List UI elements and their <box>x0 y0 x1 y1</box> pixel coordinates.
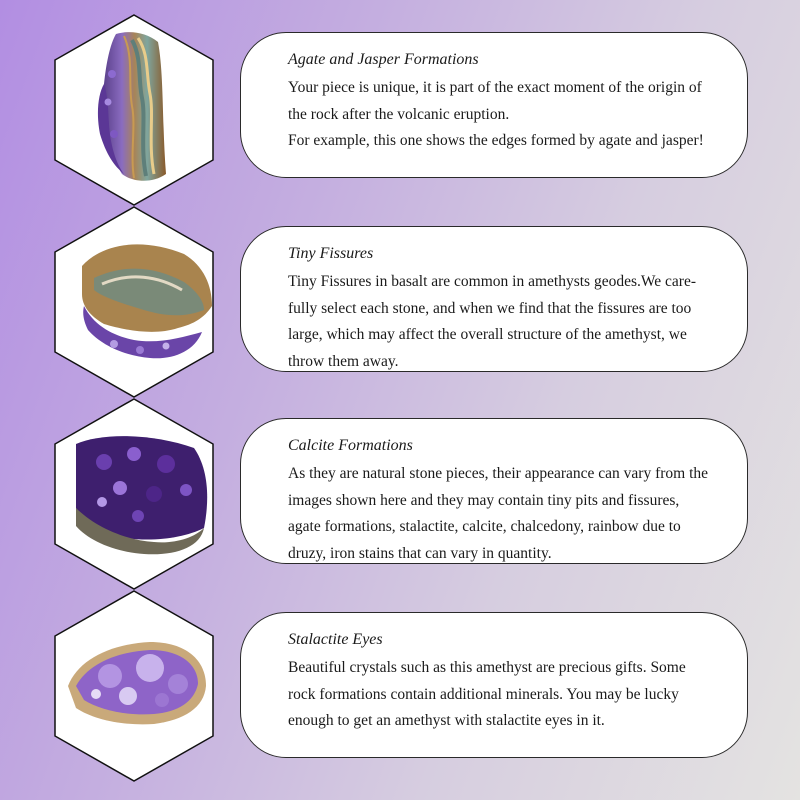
tiny-fissures-geode-image <box>54 206 214 398</box>
card-text-line: large, which may affect the overall structure of the amethyst, we <box>288 326 687 343</box>
card-text <box>288 75 729 155</box>
card-text-line: Your piece is unique, it is part of the exact moment of the origin of <box>288 79 702 96</box>
info-card-calcite <box>240 418 748 564</box>
info-card-tiny-fissures <box>240 226 748 372</box>
stalactite-eyes-amethyst-image <box>54 590 214 782</box>
hexagon-image-3 <box>54 398 214 590</box>
card-text-line: the rock after the volcanic eruption. <box>288 105 510 123</box>
hexagon-image-1 <box>54 14 214 206</box>
card-text-line: druzy, iron stains that can vary in quantity. <box>288 544 552 562</box>
info-card-agate-jasper <box>240 32 748 178</box>
card-text-line: rock formations contain additional minerals. You may be lucky <box>288 685 679 703</box>
card-text <box>288 269 729 375</box>
card-text-line: throw them away. <box>288 352 399 370</box>
card-text <box>288 461 729 567</box>
hexagon-image-4 <box>54 590 214 782</box>
card-text-line: enough to get an amethyst with stalactite eyes in it. <box>288 712 605 729</box>
info-card-stalactite <box>240 612 748 758</box>
card-text-line: Tiny Fissures in basalt are common in amethysts geodes.We care- <box>288 273 696 290</box>
card-text <box>288 655 729 735</box>
hexagon-image-2 <box>54 206 214 398</box>
card-text-line: agate formations, stalactite, calcite, chalcedony, rainbow due to <box>288 518 681 535</box>
agate-jasper-crystal-image <box>54 14 214 206</box>
card-title: Stalactite Eyes <box>288 631 383 648</box>
calcite-amethyst-cluster-image <box>54 398 214 590</box>
card-title: Agate and Jasper Formations <box>288 51 479 68</box>
card-title: Calcite Formations <box>288 437 413 454</box>
card-text-line: images shown here and they may contain tiny pits and fissures, <box>288 491 680 509</box>
card-text-line: fully select each stone, and when we find that the fissures are too <box>288 299 692 317</box>
card-text-line: For example, this one shows the edges formed by agate and jasper! <box>288 132 704 149</box>
card-text-line: Beautiful crystals such as this amethyst are precious gifts. Some <box>288 659 686 676</box>
card-title: Tiny Fissures <box>288 245 374 262</box>
card-text-line: As they are natural stone pieces, their appearance can vary from the <box>288 465 709 482</box>
